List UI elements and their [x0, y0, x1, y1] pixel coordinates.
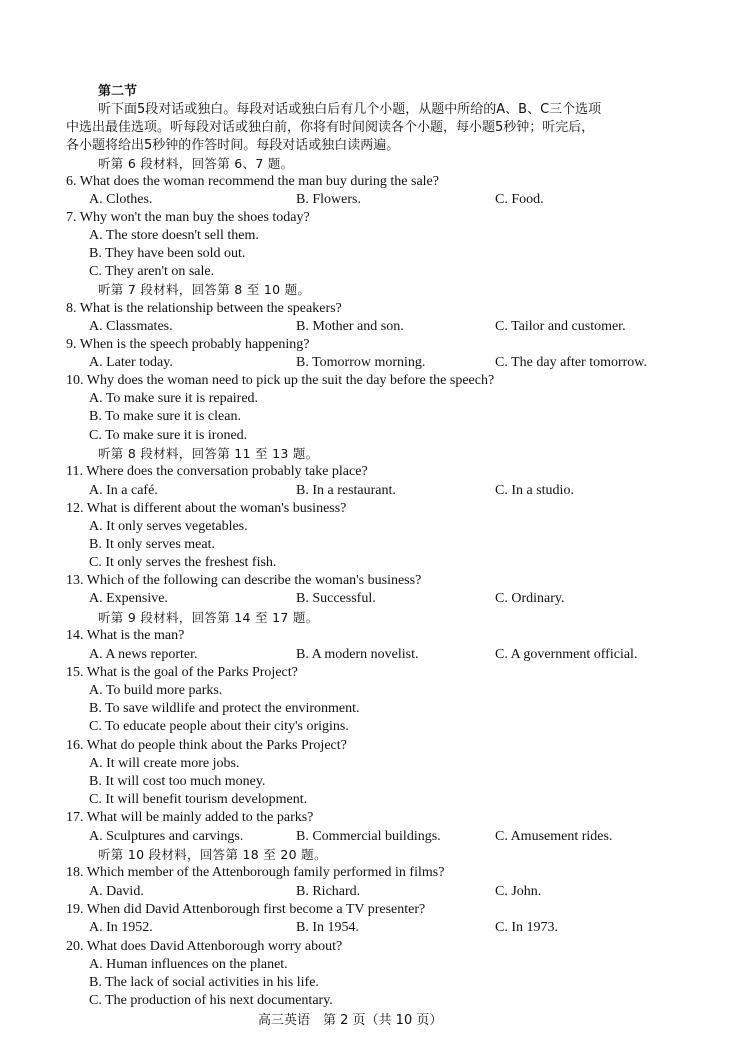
question-17: 17. What will be mainly added to the parks?: [66, 810, 314, 825]
q18-option-a: A. David.: [89, 884, 144, 899]
question-20: 20. What does David Attenborough worry about?: [66, 939, 343, 954]
q13-option-c: C. Ordinary.: [495, 591, 565, 606]
q10-option-b: B. To make sure it is clean.: [89, 409, 241, 424]
question-9: 9. When is the speech probably happening?: [66, 337, 310, 352]
q6-option-c: C. Food.: [495, 192, 544, 207]
q11-option-a: A. In a café.: [89, 483, 158, 498]
question-15: 15. What is the goal of the Parks Project?: [66, 665, 298, 680]
q16-option-b: B. It will cost too much money.: [89, 774, 266, 789]
question-8: 8. What is the relationship between the speakers?: [66, 301, 342, 316]
q13-option-b: B. Successful.: [296, 591, 376, 606]
q15-option-c: C. To educate people about their city's origins.: [89, 719, 349, 734]
question-6: 6. What does the woman recommend the man buy during the sale?: [66, 174, 439, 189]
q18-option-c: C. John.: [495, 884, 542, 899]
q11-option-b: B. In a restaurant.: [296, 483, 396, 498]
q19-option-b: B. In 1954.: [296, 920, 359, 935]
q17-option-c: C. Amusement rides.: [495, 829, 613, 844]
q11-option-c: C. In a studio.: [495, 483, 574, 498]
question-16: 16. What do people think about the Parks Project?: [66, 738, 347, 753]
q10-option-a: A. To make sure it is repaired.: [89, 391, 259, 406]
question-11: 11. Where does the conversation probably take place?: [66, 464, 368, 479]
q9-option-c: C. The day after tomorrow.: [495, 355, 648, 370]
q14-option-c: C. A government official.: [495, 647, 638, 662]
q14-option-a: A. A news reporter.: [89, 647, 198, 662]
q12-option-b: B. It only serves meat.: [89, 537, 215, 552]
section-title: 第二节: [98, 84, 138, 99]
question-12: 12. What is different about the woman's business?: [66, 501, 347, 516]
q20-option-b: B. The lack of social activities in his life.: [89, 975, 319, 990]
page-footer: 高三英语 第 2 页（共 10 页）: [258, 1013, 443, 1028]
question-19: 19. When did David Attenborough first become a TV presenter?: [66, 902, 426, 917]
material-7-instruction: 听第 7 段材料，回答第 8 至 10 题。: [98, 282, 311, 297]
material-10-instruction: 听第 10 段材料，回答第 18 至 20 题。: [98, 847, 327, 862]
q16-option-c: C. It will benefit tourism development.: [89, 792, 308, 807]
q8-option-a: A. Classmates.: [89, 319, 173, 334]
q7-option-b: B. They have been sold out.: [89, 246, 246, 261]
section-intro-line-1: 听下面5段对话或独白。每段对话或独白后有几个小题，从题中所给的A、B、C三个选项: [98, 102, 602, 117]
q7-option-a: A. The store doesn't sell them.: [89, 228, 259, 243]
q8-option-c: C. Tailor and customer.: [495, 319, 626, 334]
q6-option-b: B. Flowers.: [296, 192, 361, 207]
q15-option-b: B. To save wildlife and protect the environment.: [89, 701, 360, 716]
q19-option-a: A. In 1952.: [89, 920, 153, 935]
question-18: 18. Which member of the Attenborough family performed in films?: [66, 865, 445, 880]
q17-option-a: A. Sculptures and carvings.: [89, 829, 244, 844]
q19-option-c: C. In 1973.: [495, 920, 558, 935]
q20-option-a: A. Human influences on the planet.: [89, 957, 288, 972]
q16-option-a: A. It will create more jobs.: [89, 756, 240, 771]
q8-option-b: B. Mother and son.: [296, 319, 404, 334]
q15-option-a: A. To build more parks.: [89, 683, 223, 698]
q12-option-a: A. It only serves vegetables.: [89, 519, 248, 534]
q14-option-b: B. A modern novelist.: [296, 647, 419, 662]
q17-option-b: B. Commercial buildings.: [296, 829, 441, 844]
section-intro-line-3: 各小题将给出5秒钟的作答时间。每段对话或独白读两遍。: [66, 138, 400, 153]
question-14: 14. What is the man?: [66, 628, 185, 643]
q7-option-c: C. They aren't on sale.: [89, 264, 215, 279]
q18-option-b: B. Richard.: [296, 884, 361, 899]
q20-option-c: C. The production of his next documentary.: [89, 993, 333, 1008]
q9-option-b: B. Tomorrow morning.: [296, 355, 426, 370]
q13-option-a: A. Expensive.: [89, 591, 168, 606]
material-9-instruction: 听第 9 段材料，回答第 14 至 17 题。: [98, 610, 319, 625]
q9-option-a: A. Later today.: [89, 355, 173, 370]
material-6-instruction: 听第 6 段材料，回答第 6、7 题。: [98, 156, 294, 171]
question-10: 10. Why does the woman need to pick up the suit the day before the speech?: [66, 373, 495, 388]
q10-option-c: C. To make sure it is ironed.: [89, 428, 248, 443]
q12-option-c: C. It only serves the freshest fish.: [89, 555, 277, 570]
question-13: 13. Which of the following can describe the woman's business?: [66, 573, 422, 588]
q6-option-a: A. Clothes.: [89, 192, 153, 207]
question-7: 7. Why won't the man buy the shoes today?: [66, 210, 310, 225]
section-intro-line-2: 中选出最佳选项。听每段对话或独白前，你将有时间阅读各个小题，每小题5秒钟；听完后，: [66, 120, 595, 135]
material-8-instruction: 听第 8 段材料，回答第 11 至 13 题。: [98, 446, 319, 461]
